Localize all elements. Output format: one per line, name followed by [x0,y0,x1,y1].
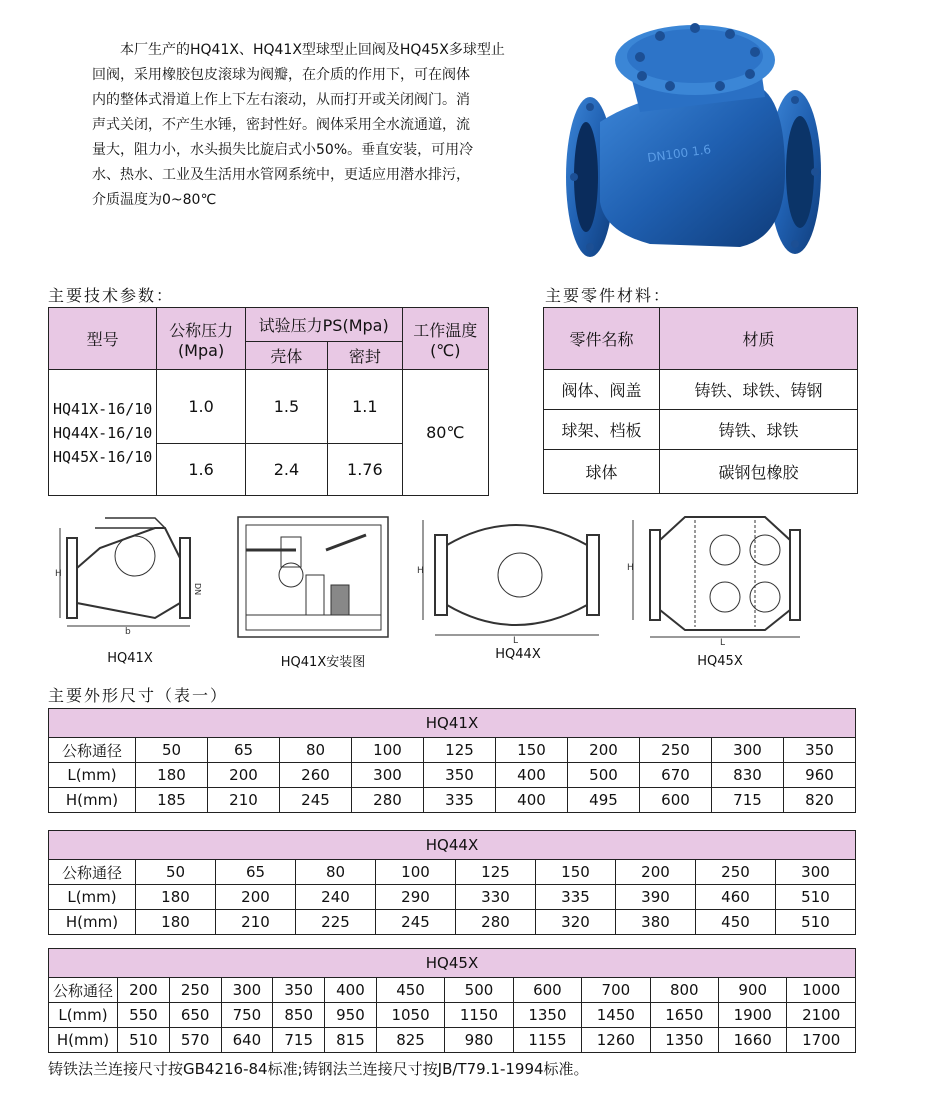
dimension-table-hq45x [48,948,856,1053]
row-label: L(mm) [49,763,136,788]
dimension-cell: 260 [280,763,352,788]
dimension-table-title: HQ41X [49,709,856,738]
dimension-cell: 650 [169,1003,221,1028]
dimension-cell: 510 [776,885,856,910]
dimension-cell: 210 [216,910,296,935]
dimension-cell: 450 [376,978,444,1003]
mark-b: b [125,627,131,637]
caption-hq41x-install: HQ41X安装图 [280,655,366,670]
dimension-cell: 200 [616,860,696,885]
intro-line: 内的整体式滑道上作上下左右滚动，从而打开或关闭阀门。消 [92,92,470,108]
svg-text:H: H [627,563,634,573]
dimension-cell: 50 [136,860,216,885]
dimension-cell: 200 [118,978,170,1003]
dimension-cell: 1350 [513,1003,581,1028]
dimension-cell: 495 [568,788,640,813]
row-label: H(mm) [49,788,136,813]
dimension-cell: 500 [445,978,513,1003]
dimension-cell: 330 [456,885,536,910]
drawing-hq41x [55,508,205,643]
intro-line: 水、热水、工业及生活用水管网系统中，更适应用潜水排污， [92,167,470,183]
dimension-table-hq44x [48,830,856,935]
dimension-cell: 250 [169,978,221,1003]
part-name: 阀体、阀盖 [544,370,660,410]
row-label: L(mm) [49,885,136,910]
dimension-cell: 830 [712,763,784,788]
shell-cell: 2.4 [245,444,327,496]
col-part-name: 零件名称 [544,308,660,370]
dimension-cell: 1660 [719,1028,787,1053]
dimension-cell: 200 [568,738,640,763]
tech-params-heading: 主要技术参数： [48,286,175,305]
dimension-cell: 80 [280,738,352,763]
materials-table [543,307,858,494]
dimension-cell: 390 [616,885,696,910]
part-material: 铸铁、球铁 [660,410,858,450]
dimension-cell: 800 [650,978,718,1003]
dimension-cell: 125 [424,738,496,763]
dimension-cell: 245 [280,788,352,813]
dimension-cell: 200 [208,763,280,788]
table-row [49,1003,856,1028]
part-material: 碳钢包橡胶 [660,450,858,494]
dimension-cell: 1050 [376,1003,444,1028]
dimension-cell: 350 [273,978,325,1003]
caption-hq41x: HQ41X [107,651,153,666]
shell-cell: 1.5 [245,370,327,444]
dimension-cell: 1700 [787,1028,856,1053]
dimension-cell: 1260 [582,1028,650,1053]
valve-photo [560,12,850,262]
dimension-cell: 400 [496,788,568,813]
dimension-cell: 960 [784,763,856,788]
col-material: 材质 [660,308,858,370]
dimension-cell: 335 [536,885,616,910]
dimension-cell: 380 [616,910,696,935]
dimension-cell: 150 [536,860,616,885]
pn-cell: 1.0 [157,370,245,444]
dimension-cell: 200 [216,885,296,910]
dimension-cell: 280 [352,788,424,813]
dimension-cell: 600 [640,788,712,813]
table-row [49,910,856,935]
row-label: H(mm) [49,1028,118,1053]
dimension-cell: 1900 [719,1003,787,1028]
dimension-cell: 280 [456,910,536,935]
dimension-cell: 250 [640,738,712,763]
col-seal: 密封 [328,342,403,370]
dimension-cell: 65 [208,738,280,763]
table-row [49,978,856,1003]
row-label: L(mm) [49,1003,118,1028]
dimension-cell: 245 [376,910,456,935]
dimension-cell: 570 [169,1028,221,1053]
model-list: HQ41X-16/10 HQ44X-16/10 HQ45X-16/10 [49,370,157,496]
dimension-cell: 850 [273,1003,325,1028]
dimension-cell: 80 [296,860,376,885]
dimension-cell: 180 [136,910,216,935]
dimension-cell: 290 [376,885,456,910]
part-material: 铸铁、球铁、铸钢 [660,370,858,410]
dimension-cell: 900 [719,978,787,1003]
dimension-cell: 600 [513,978,581,1003]
dimension-cell: 350 [424,763,496,788]
intro-line: 本厂生产的HQ41X、HQ41X型球型止回阀及HQ45X多球型止 [120,42,505,58]
dimension-cell: 550 [118,1003,170,1028]
dimension-cell: 460 [696,885,776,910]
drawing-hq41x-install [236,515,396,640]
intro-line: 量大，阻力小，水头损失比旋启式小50%。垂直安装，可用冷 [92,142,474,158]
dimension-cell: 350 [784,738,856,763]
part-name: 球体 [544,450,660,494]
table-row [49,1028,856,1053]
dimension-cell: 815 [325,1028,377,1053]
dimension-cell: 300 [352,763,424,788]
intro-line: 介质温度为0~80℃ [92,192,217,208]
intro-line: 声式关闭，不产生水锤，密封性好。阀体采用全水流通道，流 [92,117,470,133]
dimension-cell: 1350 [650,1028,718,1053]
dimension-cell: 1150 [445,1003,513,1028]
caption-hq45x: HQ45X [697,654,743,669]
col-pn: 公称压力 (Mpa) [157,308,245,370]
col-model: 型号 [49,308,157,370]
col-test: 试验压力PS(Mpa) [245,308,402,342]
svg-text:L: L [720,638,726,648]
dimension-cell: 125 [456,860,536,885]
dimension-cell: 750 [221,1003,273,1028]
seal-cell: 1.76 [328,444,403,496]
seal-cell: 1.1 [328,370,403,444]
dimension-cell: 1155 [513,1028,581,1053]
dimension-cell: 670 [640,763,712,788]
mark-l: L [513,636,519,646]
dimension-cell: 300 [712,738,784,763]
temp-cell: 80℃ [402,370,488,496]
table-row [49,788,856,813]
drawing-hq44x [415,515,605,645]
dimension-cell: 210 [208,788,280,813]
dimension-cell: 1650 [650,1003,718,1028]
mark-dn: DN [193,583,202,596]
part-name: 球架、档板 [544,410,660,450]
dimension-cell: 320 [536,910,616,935]
caption-hq44x: HQ44X [495,647,541,662]
dimension-cell: 825 [376,1028,444,1053]
dimension-cell: 400 [496,763,568,788]
dimension-cell: 300 [221,978,273,1003]
dimension-table-title: HQ45X [49,949,856,978]
dimension-cell: 700 [582,978,650,1003]
dimension-cell: 715 [273,1028,325,1053]
mark-h: H [55,569,62,579]
dimension-cell: 510 [776,910,856,935]
row-label: 公称通径 [49,860,136,885]
dimension-cell: 500 [568,763,640,788]
row-label: 公称通径 [49,738,136,763]
valve-casting-text: DN100 1.6 [646,142,712,165]
dimension-cell: 950 [325,1003,377,1028]
col-temp: 工作温度 (℃) [402,308,488,370]
dimension-cell: 335 [424,788,496,813]
dimension-cell: 715 [712,788,784,813]
dimension-cell: 185 [136,788,208,813]
intro-line: 回阀，采用橡胶包皮滚球为阀瓣，在介质的作用下，可在阀体 [92,67,470,83]
dimension-cell: 980 [445,1028,513,1053]
dimension-cell: 50 [136,738,208,763]
dimension-cell: 180 [136,763,208,788]
dimension-cell: 1450 [582,1003,650,1028]
dimension-cell: 250 [696,860,776,885]
dimension-cell: 400 [325,978,377,1003]
dimension-cell: 300 [776,860,856,885]
table-row [49,885,856,910]
svg-text:H: H [417,566,424,576]
dimension-table-title: HQ44X [49,831,856,860]
pn-cell: 1.6 [157,444,245,496]
dimension-cell: 2100 [787,1003,856,1028]
dimension-cell: 450 [696,910,776,935]
dimension-cell: 180 [136,885,216,910]
table-row [49,860,856,885]
dimension-cell: 1000 [787,978,856,1003]
dimension-cell: 65 [216,860,296,885]
dimension-cell: 640 [221,1028,273,1053]
col-shell: 壳体 [245,342,327,370]
dimension-cell: 820 [784,788,856,813]
footnote: 铸铁法兰连接尺寸按GB4216-84标准;铸钢法兰连接尺寸按JB/T79.1-1994标准。 [48,1060,589,1078]
dimensions-heading: 主要外形尺寸（表一） [48,686,229,705]
dimension-cell: 240 [296,885,376,910]
row-label: H(mm) [49,910,136,935]
drawing-hq45x [625,505,805,648]
dimension-cell: 150 [496,738,568,763]
dimension-table-hq41x [48,708,856,813]
dimension-cell: 100 [352,738,424,763]
table-row [49,738,856,763]
intro-paragraph [92,38,512,213]
dimension-cell: 225 [296,910,376,935]
dimension-cell: 510 [118,1028,170,1053]
tech-params-table [48,307,489,496]
row-label: 公称通径 [49,978,118,1003]
materials-heading: 主要零件材料： [545,286,672,305]
dimension-cell: 100 [376,860,456,885]
table-row [49,763,856,788]
